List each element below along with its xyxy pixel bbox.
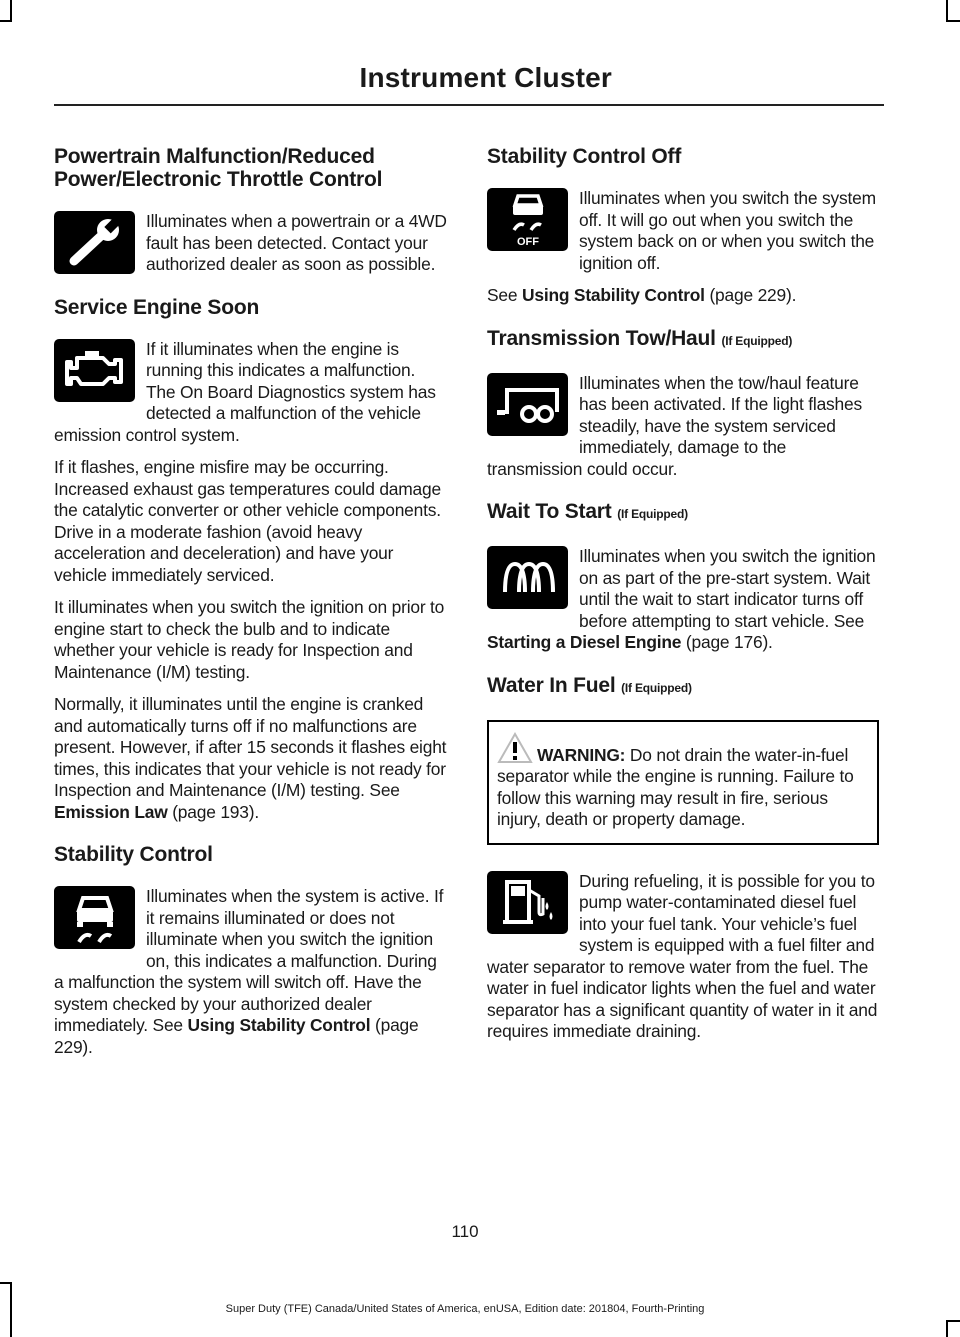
section-stability-control xyxy=(54,843,448,1058)
emission-law-link[interactable]: Emission Law xyxy=(54,801,168,822)
warning-box xyxy=(487,720,879,845)
tow-haul-icon xyxy=(487,373,568,436)
crop-mark xyxy=(946,1320,948,1337)
section-stability-off xyxy=(487,145,879,307)
right-column xyxy=(487,145,879,1063)
section-title: Stability Control Off xyxy=(487,145,682,168)
crop-mark xyxy=(946,1320,960,1322)
section-service-engine xyxy=(54,296,448,824)
stability-control-icon xyxy=(54,886,135,949)
left-column xyxy=(54,145,448,1078)
stability-off-see: See Using Stability Control (page 229). xyxy=(487,285,797,305)
glow-plug-icon xyxy=(487,546,568,609)
warning-text: WARNING: Do not drain the water-in-fuel separator while the engine is running. Failure to follow this warning may result in fire, serious injury, death or property damage. xyxy=(497,732,869,831)
section-title: Stability Control xyxy=(54,843,213,866)
section-powertrain xyxy=(54,145,448,276)
warning-label: WARNING: xyxy=(537,744,626,765)
water-fuel-text: During refueling, it is possible for you to pump water-contaminated diesel fuel into your fuel tank. Your vehicle’s fuel system is equipped with a fuel filter and water separator to remove water from the fuel. The water in fuel indicator lights when the fuel and water separator has a significant quantity of water in it and requires immediate draining. xyxy=(487,870,878,1041)
section-tow-haul xyxy=(487,327,879,481)
crop-mark xyxy=(946,0,948,22)
using-stability-control-link[interactable]: Using Stability Control xyxy=(521,285,705,305)
header-divider xyxy=(54,104,884,106)
off-label: OFF xyxy=(516,235,539,248)
wrench-icon xyxy=(54,211,135,274)
tow-haul-text: Illuminates when the tow/haul feature has been activated. If the light flashes steadily, have the system serviced immediately, damage to the transmission could occur. xyxy=(487,372,862,479)
section-title: Wait To Start (If Equipped) xyxy=(487,500,688,523)
crop-mark xyxy=(946,20,960,22)
section-title: Powertrain Malfunction/Reduced Power/Electronic Throttle Control xyxy=(54,145,383,191)
warning-triangle-icon xyxy=(497,732,533,764)
page-header-title: Instrument Cluster xyxy=(359,62,612,93)
section-wait-to-start xyxy=(487,500,879,654)
service-engine-p3: It illuminates when you switch the ignition on prior to engine start to check the bulb and to indicate whether your vehicle is ready for Inspection and Maintenance (I/M) testing. xyxy=(54,597,445,682)
crop-mark xyxy=(10,0,12,22)
powertrain-text: Illuminates when a powertrain or a 4WD fault has been detected. Contact your authorized dealer as soon as possible. xyxy=(146,211,447,274)
page-number: 110 xyxy=(451,1222,479,1241)
section-title: Service Engine Soon xyxy=(54,295,260,319)
section-title: Water In Fuel (If Equipped) xyxy=(487,673,692,697)
crop-mark xyxy=(0,20,12,22)
using-stability-control-link[interactable]: Using Stability Control xyxy=(187,1015,371,1035)
stability-control-off-icon xyxy=(487,188,568,251)
section-title: Transmission Tow/Haul (If Equipped) xyxy=(487,326,793,350)
stability-text: Illuminates when the system is active. If it remains illuminated or does not illuminate when you switch the ignition on, this indicates a malfunction. During a malfunction the system will switch off. Have the system checked by your authorized dealer immediately. See Using Stability Control (page 229). xyxy=(54,886,444,1057)
service-engine-p1: If it illuminates when the engine is running this indicates a malfunction. The On Board Diagnostics system has detected a malfunction of the vehicle emission control system. xyxy=(54,338,436,445)
water-in-fuel-icon xyxy=(487,871,568,934)
section-water-in-fuel xyxy=(487,674,879,1043)
service-engine-p2: If it flashes, engine misfire may be occurring. Increased exhaust gas temperatures could damage the catalytic converter or other vehicle components. Drive in a moderate fashion (avoid heavy acceleration and deceleration) and have your vehicle immediately serviced. xyxy=(54,457,441,585)
crop-mark xyxy=(0,1282,12,1284)
wait-start-text: Illuminates when you switch the ignition on as part of the pre-start system. Wait until the wait to start indicator turns off before attempting to start vehicle. See Starting a Diesel Engine (page 176). xyxy=(487,546,876,652)
stability-off-text: Illuminates when you switch the system off. It will go out when you switch the system back on or when you switch the ignition off. xyxy=(579,188,876,273)
starting-diesel-engine-link[interactable]: Starting a Diesel Engine xyxy=(487,632,682,652)
footer-text: Super Duty (TFE) Canada/United States of America, enUSA, Edition date: 201804, Fourth-Printing xyxy=(225,1303,705,1315)
service-engine-p4: Normally, it illuminates until the engine is cranked and automatically turns off if no malfunctions are present. However, if after 15 seconds it flashes eight times, this indicates that your vehicle is not ready for Inspection and Maintenance (I/M) testing. See Emission Law (page 193). xyxy=(54,694,447,822)
check-engine-icon xyxy=(54,339,135,402)
